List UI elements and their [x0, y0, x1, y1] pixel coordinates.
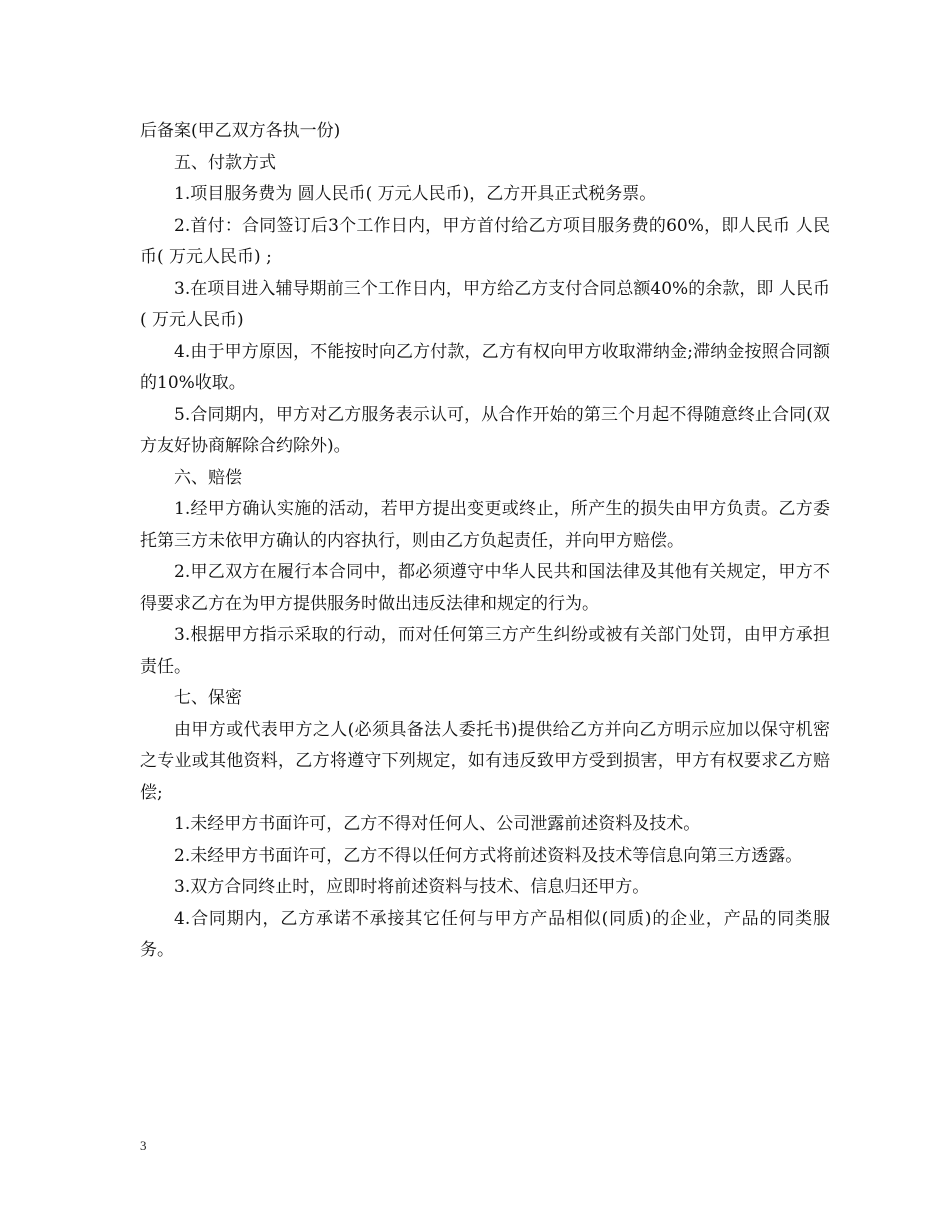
paragraph-confidentiality-2: 2.未经甲方书面许可，乙方不得以任何方式将前述资料及技术等信息向第三方透露。 — [174, 845, 803, 866]
paragraph-continuation: 后备案(甲乙双方各执一份) — [140, 121, 341, 141]
paragraph-confidentiality-3: 3.双方合同终止时，应即时将前述资料与技术、信息归还甲方。 — [174, 877, 650, 897]
paragraph-payment-4: 4.由于甲方原因，不能按时向乙方付款，乙方有权向甲方收取滞纳金;滞纳金按照合同额的10%收取。 — [140, 341, 830, 393]
paragraph-payment-3: 3.在项目进入辅导期前三个工作日内，甲方给乙方支付合同总额40%的余款，即 人民币( 万元人民币) — [140, 278, 830, 330]
paragraph-confidentiality-1: 1.未经甲方书面许可，乙方不得对任何人、公司泄露前述资料及技术。 — [174, 814, 701, 834]
paragraph-compensation-2: 2.甲乙双方在履行本合同中，都必须遵守中华人民共和国法律及其他有关规定，甲方不得要求乙方在为甲方提供服务时做出违反法律和规定的行为。 — [140, 562, 830, 614]
paragraph-confidentiality-4: 4.合同期内，乙方承诺不承接其它任何与甲方产品相似(同质)的企业，产品的同类服务。 — [140, 908, 830, 960]
paragraph-payment-5: 5.合同期内，甲方对乙方服务表示认可，从合作开始的第三个月起不得随意终止合同(双方友好协商解除合约除外)。 — [140, 404, 830, 456]
paragraph-compensation-1: 1.经甲方确认实施的活动，若甲方提出变更或终止，所产生的损失由甲方负责。乙方委托第三方未依甲方确认的内容执行，则由乙方负起责任，并向甲方赔偿。 — [140, 499, 830, 551]
document-body — [140, 116, 830, 967]
paragraph-payment-1: 1.项目服务费为 圆人民币( 万元人民币)，乙方开具正式税务票。 — [174, 184, 657, 204]
section-heading-compensation: 六、赔偿 — [174, 467, 242, 488]
section-heading-payment: 五、付款方式 — [174, 152, 276, 173]
section-heading-confidentiality: 七、保密 — [174, 688, 242, 708]
paragraph-confidentiality-intro: 由甲方或代表甲方之人(必须具备法人委托书)提供给乙方并向乙方明示应加以保守机密之专业或其他资料，乙方将遵守下列规定，如有违反致甲方受到损害，甲方有权要求乙方赔偿; — [140, 719, 830, 803]
paragraph-compensation-3: 3.根据甲方指示采取的行动，而对任何第三方产生纠纷或被有关部门处罚，由甲方承担责任。 — [140, 625, 830, 677]
paragraph-payment-2: 2.首付：合同签订后3个工作日内，甲方首付给乙方项目服务费的60%，即人民币 人民币( 万元人民币) ; — [140, 215, 830, 267]
page-number: 3 — [140, 1138, 147, 1153]
